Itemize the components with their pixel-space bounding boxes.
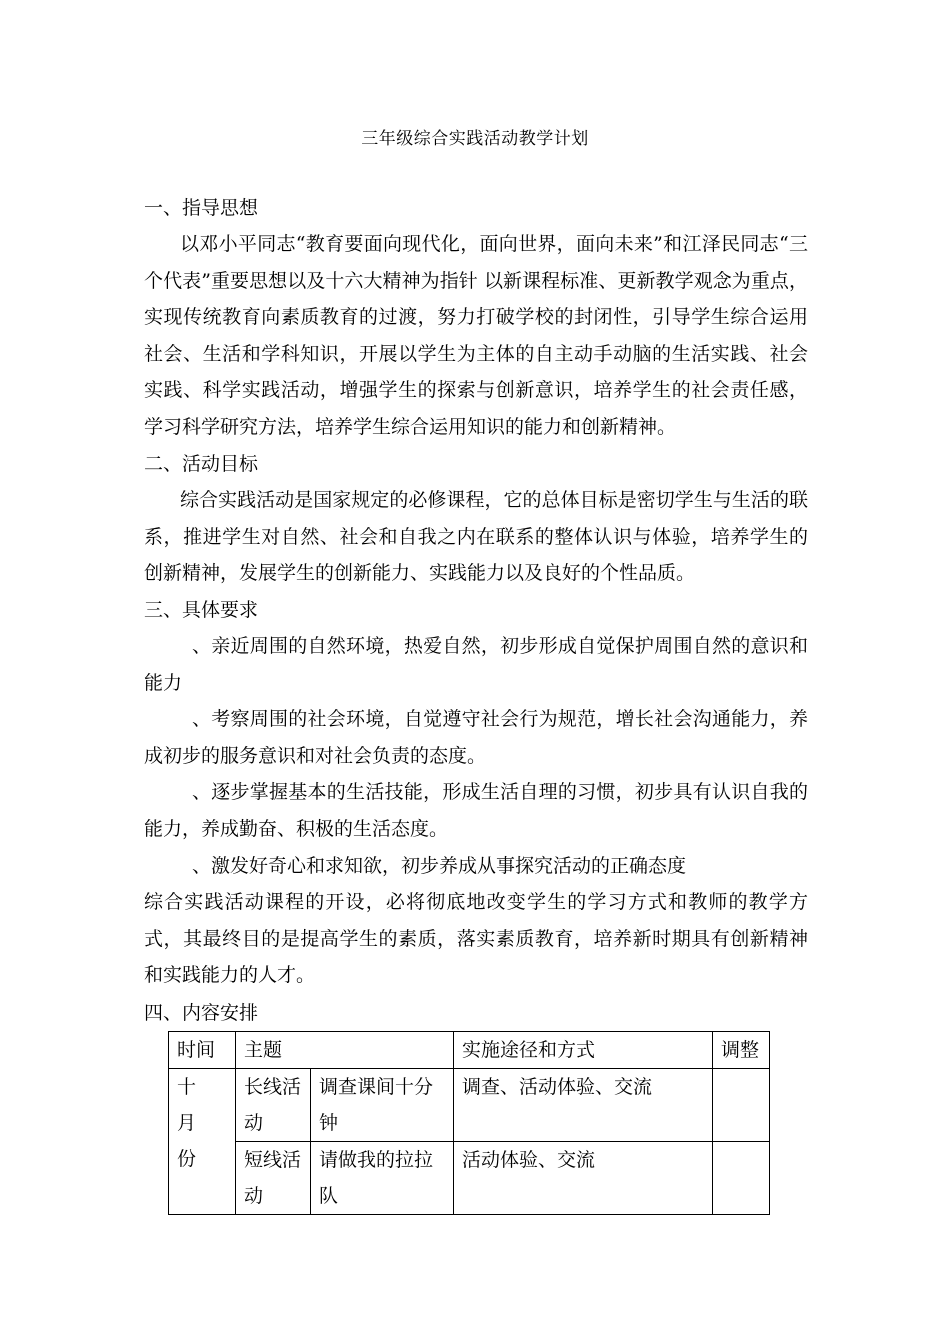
guiding-paragraph: 以邓小平同志“教育要面向现代化，面向世界，面向未来”和江泽民同志“三个代表”重要思想以及十六大精神为指针 以新课程标准、更新教学观念为重点，实现传统教育向素质教育的过渡，努力打破学校的封闭性，引导学生综合运用社会、生活和学科知识，开展以学生为主体的自主动手动脑的生活实践、社会实践、科学实践活动，增强学生的探索与创新意识，培养学生的社会责任感，学习科学研究方法，培养学生综合运用知识的能力和创新精神。 <box>144 233 808 438</box>
activity-topic-cell: 调查课间十分钟 <box>311 1069 454 1142</box>
activity-adjust-cell <box>713 1142 770 1215</box>
document-title: 三年级综合实践活动教学计划 <box>361 129 589 149</box>
section-heading-content: 四、内容安排 <box>144 1002 259 1024</box>
requirement-item: 、激发好奇心和求知欲，初步养成从事探究活动的正确态度 <box>192 854 687 877</box>
section-heading-goals: 二、活动目标 <box>144 453 259 475</box>
activity-method-cell: 活动体验、交流 <box>454 1142 713 1215</box>
section-heading-requirements: 三、具体要求 <box>144 599 259 621</box>
section-body-goals <box>144 482 808 592</box>
schedule-table <box>168 1031 770 1215</box>
table-header-row <box>169 1032 770 1069</box>
requirement-item: 、考察周围的社会环境，自觉遵守社会行为规范，增长社会沟通能力，养成初步的服务意识和对社会负责的态度。 <box>144 708 808 767</box>
section-body-guiding <box>144 226 808 446</box>
activity-topic-cell: 请做我的拉拉队 <box>311 1142 454 1215</box>
header-theme: 主题 <box>236 1032 454 1069</box>
requirements-closing: 综合实践活动课程的开设，必将彻底地改变学生的学习方式和教师的教学方式，其最终目的是提高学生的素质，落实素质教育，培养新时期具有创新精神和实践能力的人才。 <box>144 891 808 987</box>
goals-paragraph: 综合实践活动是国家规定的必修课程，它的总体目标是密切学生与生活的联系，推进学生对自然、社会和自我之内在联系的整体认识与体验，培养学生的创新精神，发展学生的创新能力、实践能力以及良好的个性品质。 <box>144 489 808 585</box>
month-cell: 十 月 份 <box>169 1069 236 1215</box>
activity-kind-cell: 长线活动 <box>236 1069 311 1142</box>
section-heading-guiding: 一、指导思想 <box>144 197 259 219</box>
activity-kind-cell: 短线活动 <box>236 1142 311 1215</box>
table-row <box>169 1142 770 1215</box>
activity-method-cell: 调查、活动体验、交流 <box>454 1069 713 1142</box>
requirement-item: 、逐步掌握基本的生活技能，形成生活自理的习惯，初步具有认识自我的能力，养成勤奋、积极的生活态度。 <box>144 781 808 840</box>
header-method: 实施途径和方式 <box>454 1032 713 1069</box>
header-adjust: 调整 <box>713 1032 770 1069</box>
activity-adjust-cell <box>713 1069 770 1142</box>
header-time: 时间 <box>169 1032 236 1069</box>
section-body-requirements <box>144 628 808 994</box>
table-row <box>169 1069 770 1142</box>
requirement-item: 、亲近周围的自然环境，热爱自然，初步形成自觉保护周围自然的意识和能力 <box>144 635 808 694</box>
